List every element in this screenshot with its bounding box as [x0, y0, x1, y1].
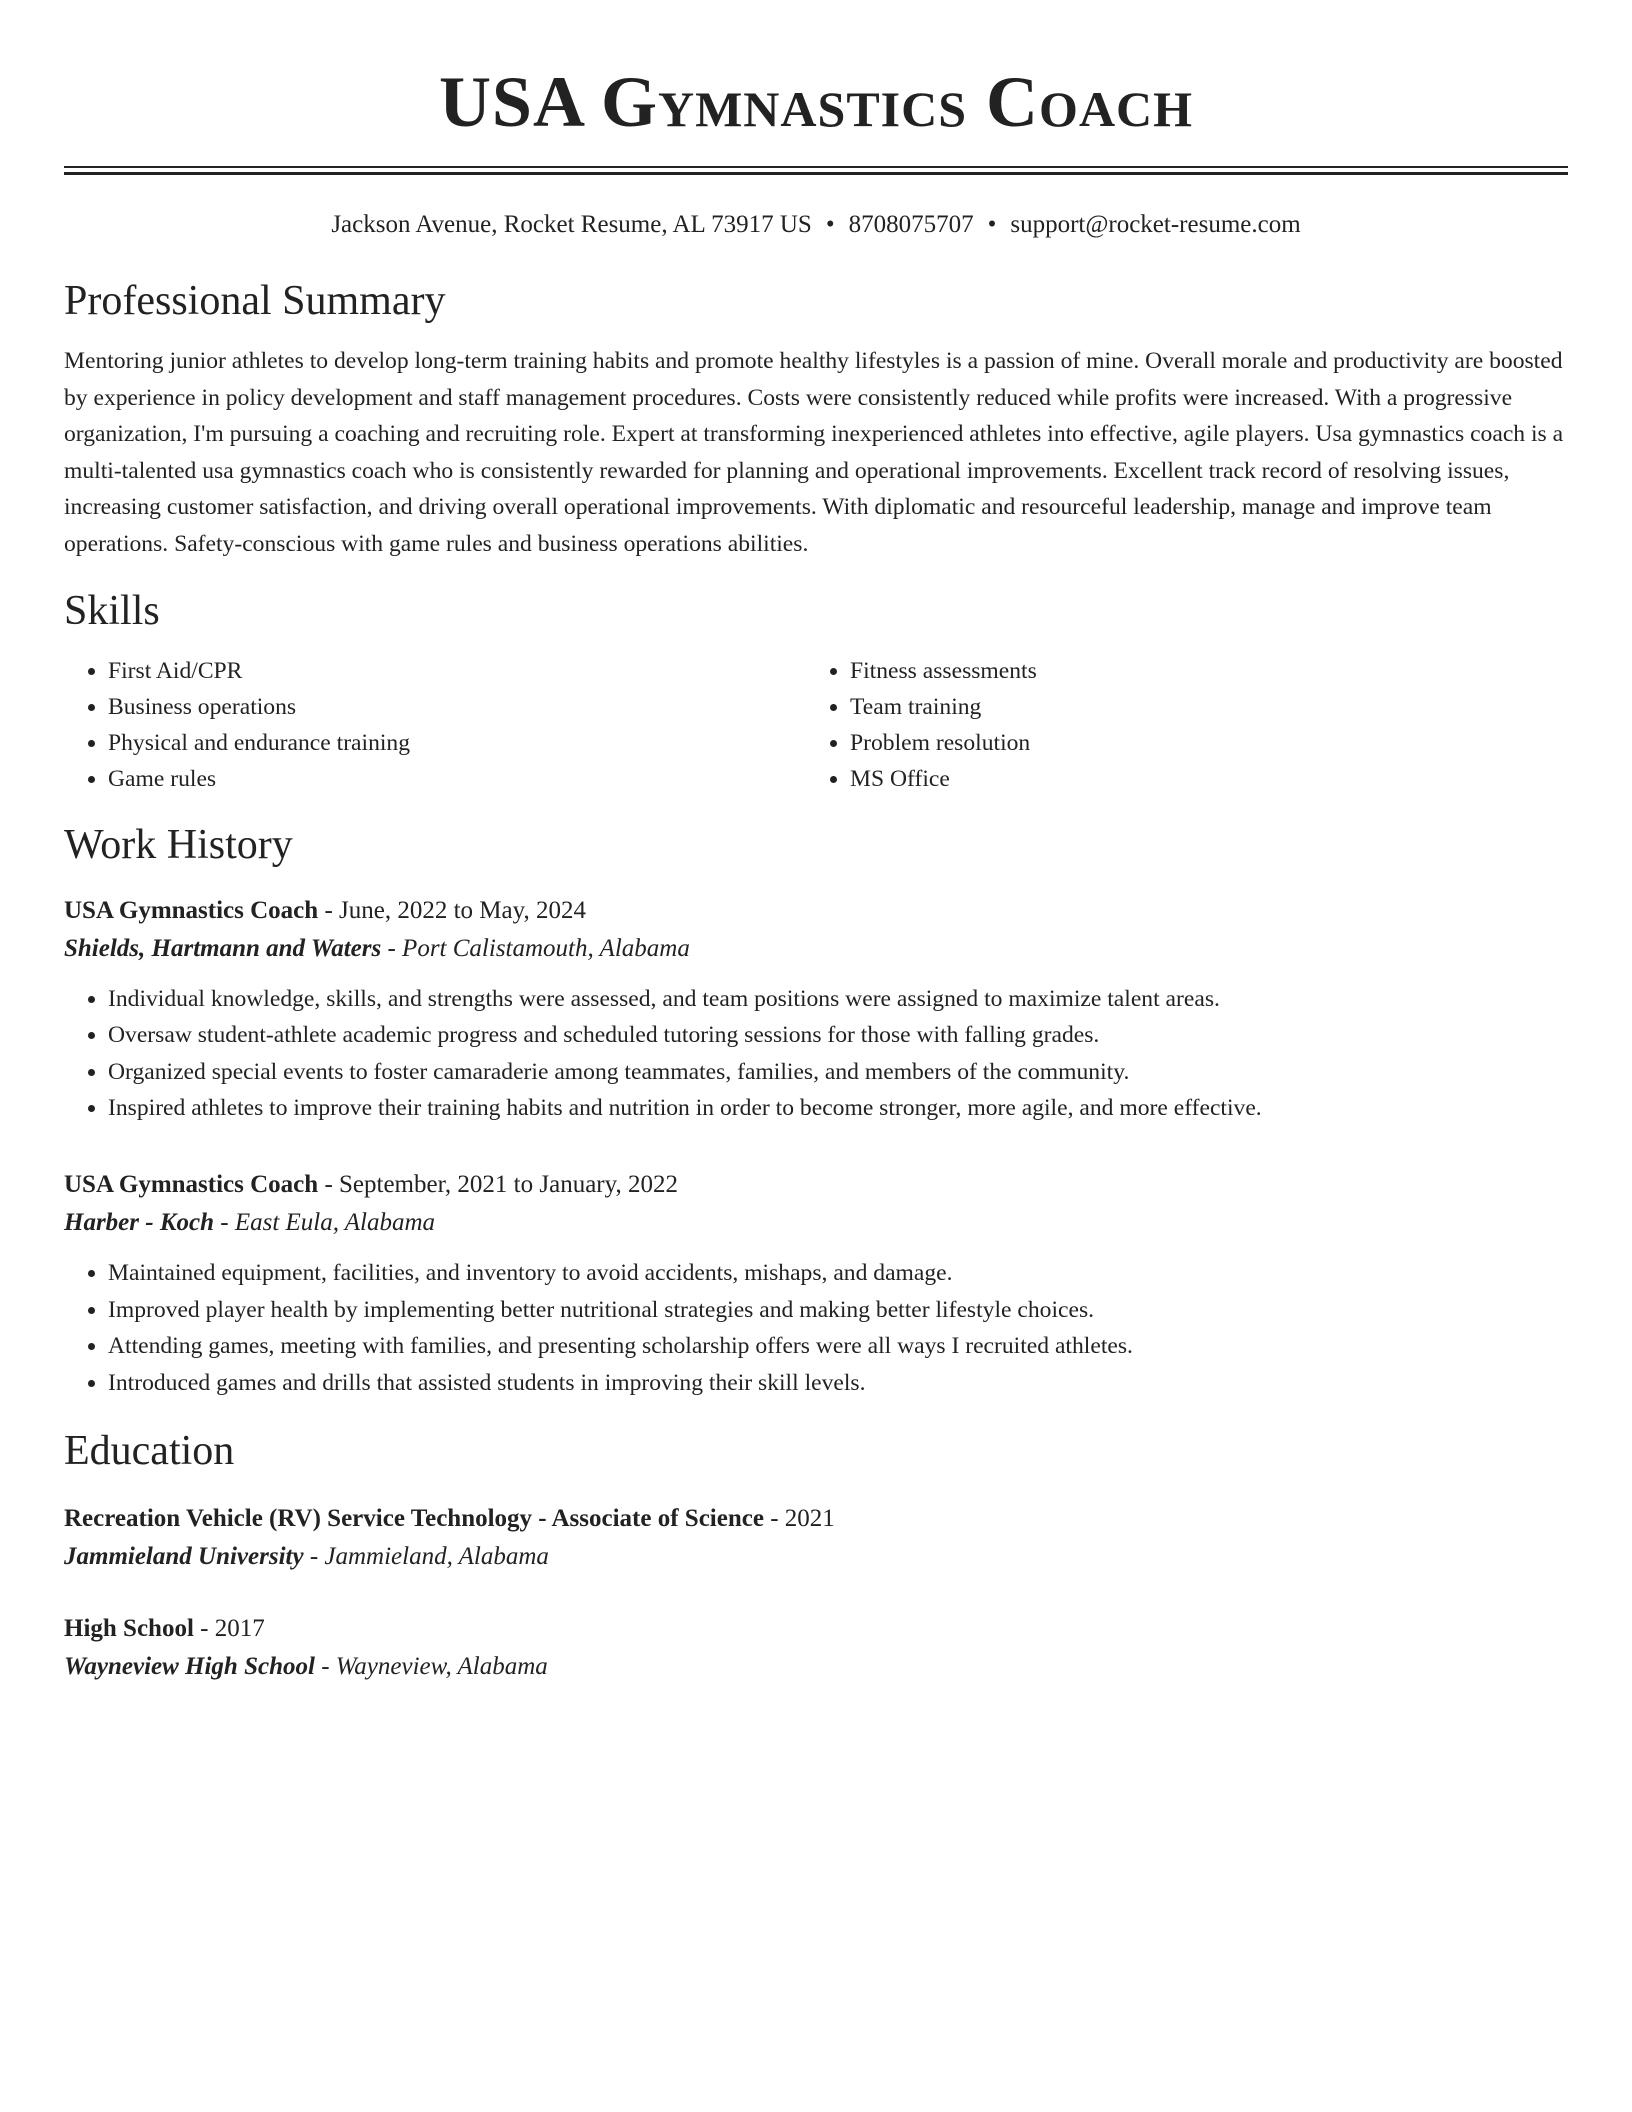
skills-column-right	[806, 653, 1548, 797]
education-school-line	[64, 1647, 1568, 1687]
education-school-line	[64, 1537, 1568, 1577]
education-heading: Education	[64, 1428, 235, 1475]
summary-text: Mentoring junior athletes to develop long-term training habits and promote healthy lifestyles is a passion of mine. Overall morale and productivity are boosted by experience in policy development and staff management procedures. Costs were consistently reduced while profits were increased. With a progressive organization, I'm pursuing a coaching and recruiting role. Expert at transforming inexperienced athletes into effective, agile players. Usa gymnastics coach is a multi-talented usa gymnastics coach who is consistently rewarded for planning and operational improvements. Excellent track record of resolving issues, increasing customer satisfaction, and driving overall operational improvements. With diplomatic and resourceful leadership, manage and improve team operations. Safety-conscious with game rules and business operations abilities.	[64, 348, 1564, 557]
education-degree: High School	[64, 1615, 194, 1643]
job-bullet: • Oversaw student-athlete academic progress and scheduled tutoring sessions for those with falling grades.	[108, 1017, 1568, 1054]
education-location: - Jammieland, Alabama	[303, 1543, 549, 1571]
education-entry	[64, 1501, 1568, 1577]
contact-address: Jackson Avenue, Rocket Resume, AL 73917 US	[331, 211, 812, 238]
contact-separator: •	[987, 211, 997, 238]
job-bullets	[64, 981, 1568, 1127]
education-degree-line	[64, 1501, 1568, 1537]
job-entry	[64, 1167, 1568, 1401]
summary-heading: Professional Summary	[64, 278, 446, 324]
job-entry	[64, 893, 1568, 1127]
work-history-heading: Work History	[64, 821, 293, 868]
job-bullet: • Attending games, meeting with families, and presenting scholarship offers were all ways I recruited athletes.	[108, 1328, 1568, 1365]
job-bullet: • Organized special events to foster camaraderie among teammates, families, and members of the community.	[108, 1054, 1568, 1091]
skills-heading: Skills	[64, 587, 160, 634]
skill-item: • Game rules	[108, 761, 806, 797]
skill-item: • First Aid/CPR	[108, 653, 806, 689]
skill-item: • Problem resolution	[850, 725, 1548, 761]
education-degree: Recreation Vehicle (RV) Service Technology - Associate of Science	[64, 1505, 764, 1533]
job-bullets	[64, 1255, 1568, 1401]
job-title-line	[64, 1167, 1568, 1203]
contact-email: support@rocket-resume.com	[1010, 211, 1301, 238]
header-divider	[64, 166, 1568, 175]
skill-item: • Business operations	[108, 689, 806, 725]
education-year: - 2021	[763, 1505, 835, 1533]
job-company-line	[64, 1203, 1568, 1243]
job-company: Harber - Koch	[64, 1208, 214, 1236]
contact-separator: •	[825, 211, 835, 238]
contact-line	[64, 209, 1568, 241]
job-location: - East Eula, Alabama	[214, 1208, 436, 1236]
job-role: USA Gymnastics Coach	[64, 896, 319, 924]
job-bullet: • Individual knowledge, skills, and strengths were assessed, and team positions were assigned to maximize talent areas.	[108, 981, 1568, 1018]
skills-column-left	[64, 653, 806, 797]
resume-name: USA Gymnastics Coach	[438, 62, 1194, 142]
job-company-line	[64, 929, 1568, 969]
job-title-line	[64, 893, 1568, 929]
education-school: Wayneview High School	[64, 1653, 315, 1681]
skill-item: • Fitness assessments	[850, 653, 1548, 689]
job-company: Shields, Hartmann and Waters	[64, 934, 382, 962]
job-bullet: • Improved player health by implementing better nutritional strategies and making better lifestyle choices.	[108, 1292, 1568, 1329]
contact-phone: 8708075707	[848, 211, 974, 238]
skill-item: • MS Office	[850, 761, 1548, 797]
skill-item: • Physical and endurance training	[108, 725, 806, 761]
job-bullet: • Inspired athletes to improve their training habits and nutrition in order to become stronger, more agile, and more effective.	[108, 1090, 1568, 1127]
job-bullet: • Maintained equipment, facilities, and inventory to avoid accidents, mishaps, and damage.	[108, 1255, 1568, 1292]
job-dates: - June, 2022 to May, 2024	[318, 896, 586, 924]
skills-list	[64, 653, 1568, 797]
education-school: Jammieland University	[64, 1543, 304, 1571]
job-location: - Port Calistamouth, Alabama	[381, 934, 690, 962]
education-year: - 2017	[193, 1615, 265, 1643]
education-degree-line	[64, 1611, 1568, 1647]
job-role: USA Gymnastics Coach	[64, 1170, 319, 1198]
education-location: - Wayneview, Alabama	[314, 1653, 548, 1681]
education-entry	[64, 1611, 1568, 1687]
job-dates: - September, 2021 to January, 2022	[318, 1170, 678, 1198]
skill-item: • Team training	[850, 689, 1548, 725]
job-bullet: • Introduced games and drills that assisted students in improving their skill levels.	[108, 1365, 1568, 1402]
